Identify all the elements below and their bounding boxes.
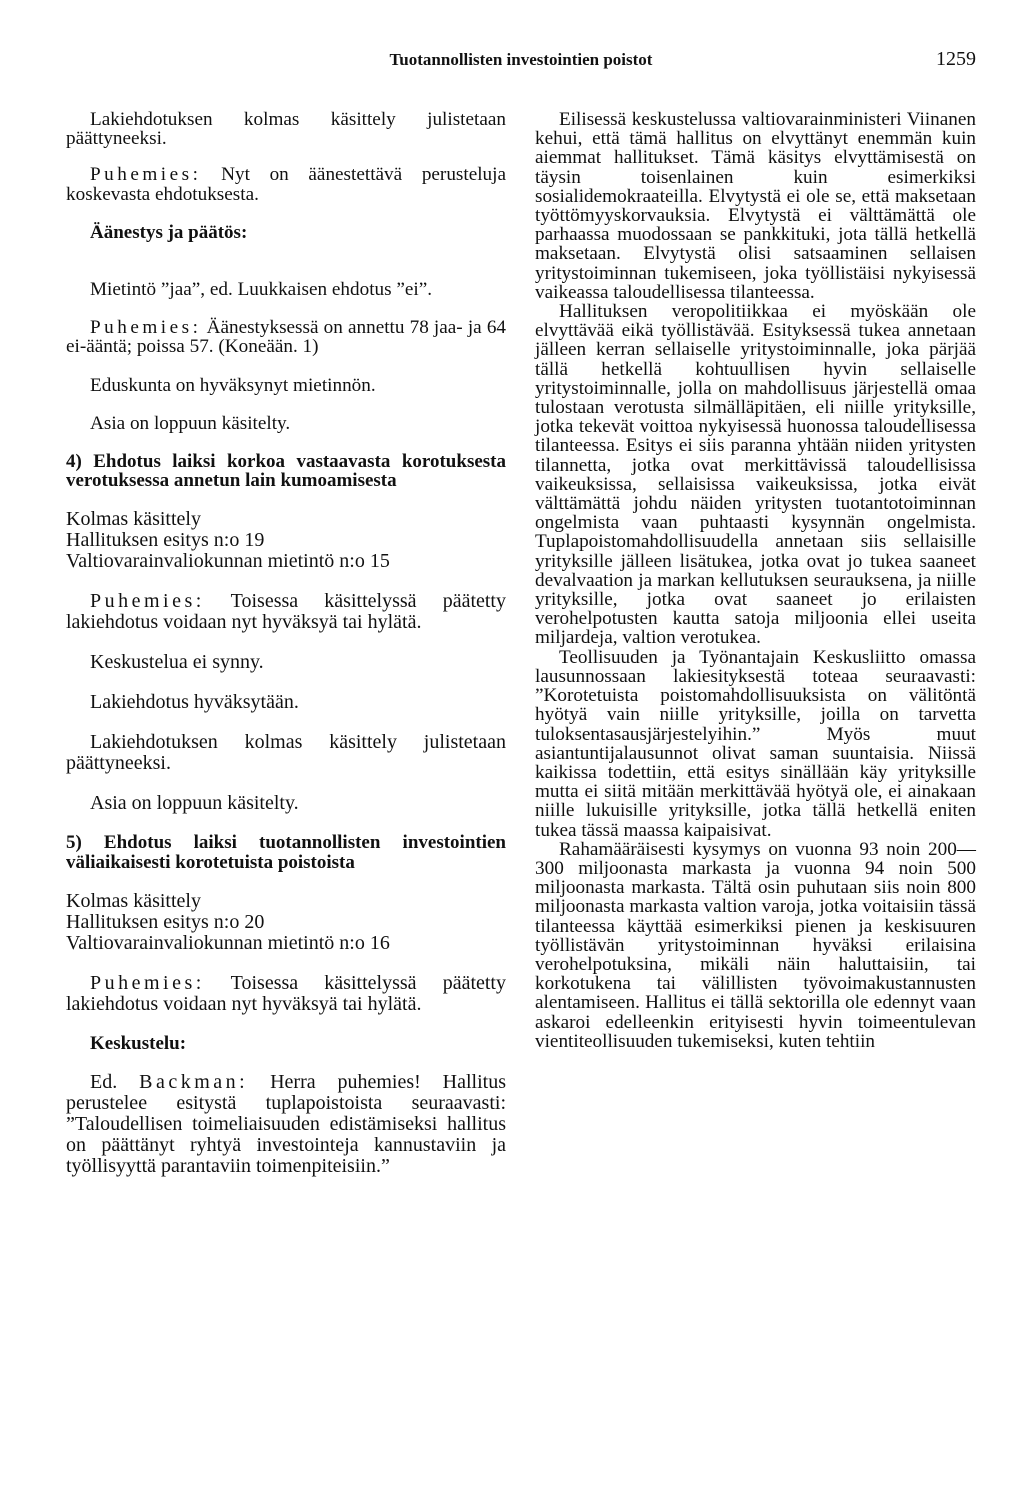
running-title: Tuotannollisten investointien poistot xyxy=(389,50,653,69)
item-4-heading: 4) Ehdotus laiksi korkoa vastaavasta korotuksesta verotuksessa annetun lain kumoamisesta xyxy=(66,451,506,492)
speaker-prefix: Ed. xyxy=(90,1071,118,1094)
paragraph: Asia on loppuun käsitelty. xyxy=(90,792,299,815)
speech-paragraph xyxy=(66,591,506,633)
item-5-heading: 5) Ehdotus laiksi tuotannollisten investointien väliaikaisesti korotetuista poistoista xyxy=(66,832,506,873)
speech-paragraph xyxy=(66,165,506,203)
reading-label: Kolmas käsittely xyxy=(66,508,201,531)
committee-reference: Valtiovarainvaliokunnan mietintö n:o 16 xyxy=(66,931,390,954)
speech-text: Nyt on äänestettävä perusteluja koskevasta ehdotuksesta. xyxy=(66,164,506,205)
speaker-name: Backman: xyxy=(139,1071,249,1094)
speaker-name: Puhemies: xyxy=(90,590,205,613)
speech-text: Äänestyksessä on annettu 78 jaa- ja 64 ei-ääntä; poissa 57. (Koneään. 1) xyxy=(66,317,507,358)
paragraph: Eduskunta on hyväksynyt mietinnön. xyxy=(90,374,376,396)
paragraph: Lakiehdotus hyväksytään. xyxy=(90,691,299,714)
page-number: 1259 xyxy=(936,48,976,70)
paragraph: Asia on loppuun käsitelty. xyxy=(90,412,291,434)
paragraph: Lakiehdotuksen kolmas käsittely julistetaan päättyneeksi. xyxy=(66,109,506,150)
left-column xyxy=(66,110,506,1177)
reading-label: Kolmas käsittely xyxy=(66,889,201,912)
discussion-heading: Keskustelu: xyxy=(90,1032,187,1054)
speech-paragraph xyxy=(66,318,506,356)
item-5-info xyxy=(66,891,506,954)
speaker-name: Puhemies: xyxy=(90,164,202,186)
bill-reference: Hallituksen esitys n:o 19 xyxy=(66,529,265,552)
paragraph: Keskustelua ei synny. xyxy=(90,651,264,674)
paragraph: Teollisuuden ja Työnantajain Keskusliitto omassa lausunnossaan lakiesityksestä toteaa seuraavasti: ”Korotetuista poistomahdollisuuksista on välitöntä hyötyä vain niille yrityksille, joilla on tarvetta tuloksentasausjärjestelyihin.” Myös muut asiantuntijalausunnot olivat saman suuntaisia. Niissä kaikissa todettiin, että esitys sinällään käy yrityksille mutta ei siitä mitään merkittävää hyötyä ole, ei ainakaan niille lukuisille yrityksille, jotka tällä hetkellä eniten tukea tässä maassa kaipaisivat. xyxy=(535,646,976,841)
right-column xyxy=(535,110,976,1051)
page-header xyxy=(66,48,976,76)
paragraph: Lakiehdotuksen kolmas käsittely julistetaan päättyneeksi. xyxy=(66,731,506,775)
speech-paragraph xyxy=(66,973,506,1015)
paragraph: Eilisessä keskustelussa valtiovarainministeri Viinanen kehui, että tämä hallitus on elvyttänyt enemmän kuin aiemmat hallitukset. Tämä käsitys elvyttämisestä on täysin toisenlainen kuin esimerkiksi sosialidemokraateilla. Elvytystä ei ole se, että maksetaan työttömyyskorvauksia. Elvytystä ei välttämättä ole parhaassa muodossaan se pankkituki, jota tällä hetkellä maksetaan. Elvytystä olisi satsaaminen sellaisen yritystoiminnan tukemiseen, joka työllistäisi nykyisessä vaikeassa taloudellisessa tilanteessa. xyxy=(535,109,976,303)
committee-reference: Valtiovarainvaliokunnan mietintö n:o 15 xyxy=(66,550,390,573)
vote-heading: Äänestys ja päätös: xyxy=(90,221,248,243)
speech-paragraph xyxy=(66,1072,506,1177)
paragraph: Rahamääräisesti kysymys on vuonna 93 noin 200—300 miljoonasta markasta ja vuonna 94 noin 500 miljoonasta markasta. Tältä osin puhutaan siis noin 800 miljoonasta markasta valtion varoja, jotka voitaisiin tässä tilanteessa käyttää esimerkiksi pienen ja keskisuuren työllistävän yritystoiminnan hyväksi erilaisina verohelpotuksina, mikäli näin haluttaisiin, tai korkotukena tai välillisten työvoimakustannusten alentamiseen. Hallitus ei tällä sektorilla ole edennyt vaan askaroi edelleenkin erityisesti hyvin toimeentulevan vientiteollisuuden tukemiseksi, kuten tehtiin xyxy=(535,838,976,1052)
speech-text: Toisessa käsittelyssä päätetty lakiehdotus voidaan nyt hyväksyä tai hylätä. xyxy=(66,971,506,1015)
item-4-info xyxy=(66,509,506,572)
bill-reference: Hallituksen esitys n:o 20 xyxy=(66,910,265,933)
speaker-name: Puhemies: xyxy=(90,317,202,339)
speech-text: Toisessa käsittelyssä päätetty lakiehdotus voidaan nyt hyväksyä tai hylätä. xyxy=(66,590,506,634)
paragraph: Hallituksen veropolitiikkaa ei myöskään ole elvyttävää eikä työllistävää. Esityksessä tukea annetaan jälleen kerran sellaiselle yritystoiminnalle, joka pärjää tällä hetkellä kohtuullisen hyvin sellaiselle yritystoiminnalle, jolla on mahdollisuus järjestellä omaa tulostaan verotusta silmälläpitäen, eli niille yrityksille, jotka tekevät voittoa nykyisessä huonossa taloudellisessa tilanteessa. Esitys ei siis paranna yhtään niiden yritysten tilannetta, jotka ovat merkittävissä taloudellisissa vaikeuksissa, sellaisissa vaikeuksissa, jotka eivät välttämättä johdu näiden yritysten tuotantotoiminnan ongelmista vaan puhtaasti kysynnän ongelmista. Tuplapoistomahdollisuudella annetaan siis sellaisille yrityksille jälleen lisätukea, jotka ovat jo tukea saaneet devalvaation ja markan kellutuksen seurauksena, ja niille yrityksille, jotka ovat saaneet jo erilaisten verohelpotusten kautta satoja miljoonia ellei useita miljardeja, valtion verotukea. xyxy=(535,301,976,649)
paragraph: Mietintö ”jaa”, ed. Luukkaisen ehdotus ”ei”. xyxy=(90,279,433,301)
speaker-name: Puhemies: xyxy=(90,971,205,994)
speech-text: Herra puhemies! Hallitus perustelee esitystä tuplapoistoista seuraavasti: ”Taloudellisen toimeliaisuuden edistämiseksi hallitus on päättänyt ryhtyä investointeja kannustaviin ja työllisyyttä parantaviin toimenpiteisiin.” xyxy=(66,1071,507,1178)
